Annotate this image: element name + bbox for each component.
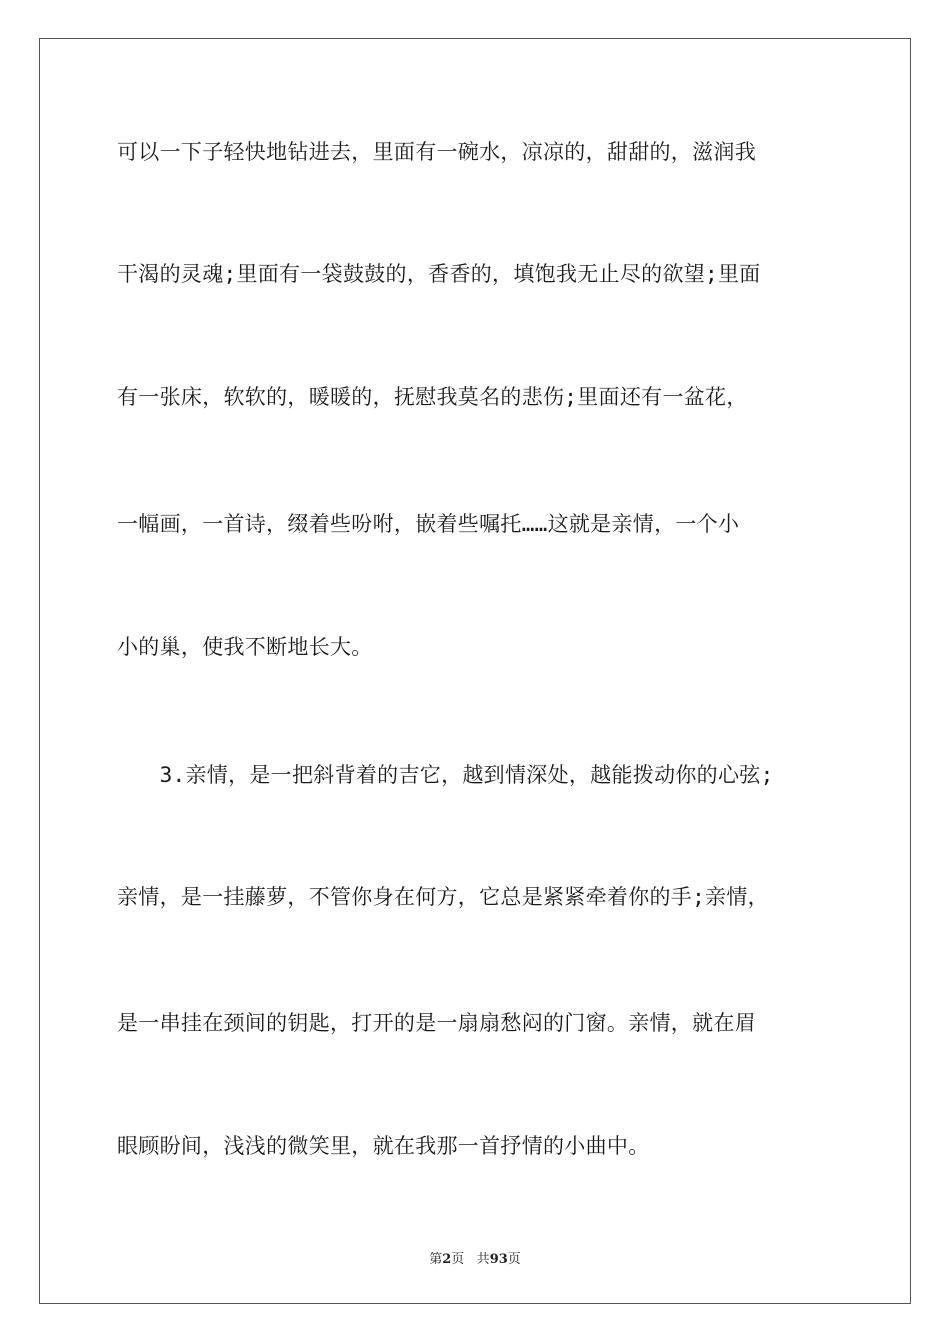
body-line-1: 可以一下子轻快地钻进去，里面有一碗水，凉凉的，甜甜的，滋润我 <box>117 140 756 164</box>
body-line-8: 是一串挂在颈间的钥匙，打开的是一扇扇愁闷的门窗。亲情，就在眉 <box>117 1011 756 1035</box>
body-line-9: 眼顾盼间，浅浅的微笑里，就在我那一首抒情的小曲中。 <box>117 1134 650 1158</box>
footer-page-number: 2 <box>442 1252 452 1267</box>
body-line-7: 亲情，是一挂藤萝，不管你身在何方，它总是紧紧牵着你的手;亲情， <box>117 885 769 909</box>
body-line-5: 小的巢，使我不断地长大。 <box>117 635 373 659</box>
body-line-3: 有一张床，软软的，暖暖的，抚慰我莫名的悲伤;里面还有一盆花， <box>117 385 748 409</box>
page-footer <box>0 1248 950 1267</box>
body-line-4: 一幅画，一首诗，缀着些吩咐，嵌着些嘱托……这就是亲情，一个小 <box>117 512 740 536</box>
footer-total-prefix: 共 <box>476 1252 490 1267</box>
footer-prefix: 第 <box>429 1252 443 1267</box>
body-line-6: 3.亲情，是一把斜背着的吉它，越到情深处，越能拨动你的心弦; <box>117 763 774 787</box>
body-line-2: 干渴的灵魂;里面有一袋鼓鼓的，香香的，填饱我无止尽的欲望;里面 <box>117 262 761 286</box>
page-frame <box>39 38 911 1304</box>
footer-total-suffix: 页 <box>507 1252 521 1267</box>
footer-page-suffix: 页 <box>451 1252 465 1267</box>
footer-total-pages: 93 <box>489 1252 508 1267</box>
